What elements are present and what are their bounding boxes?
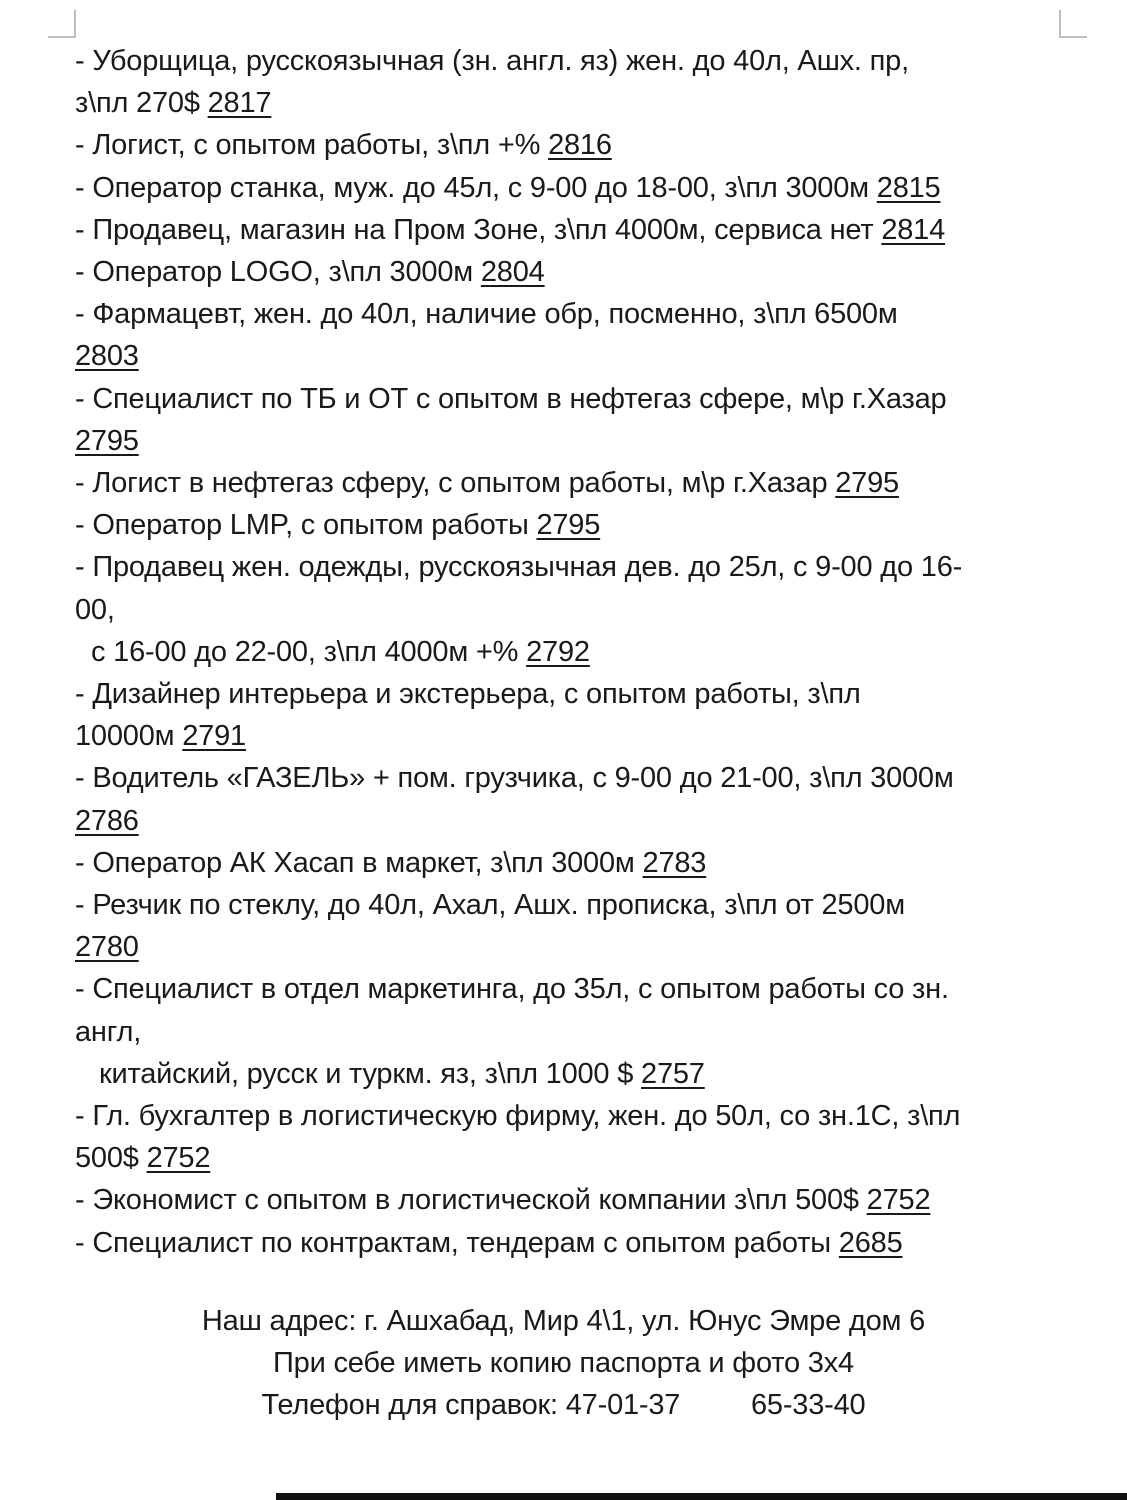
job-listing [75,462,1065,504]
listing-line [75,673,1065,715]
listing-line [75,842,1065,884]
listing-text: 10000м [75,720,183,753]
listing-text: 00, [75,593,115,626]
job-listings [75,40,1065,1264]
listing-line [75,884,1065,926]
listing-text: - Логист в нефтегаз сферу, с опытом работы, м\р г.Хазар [75,467,836,500]
listing-line [75,1179,1065,1221]
listing-reference-number: 2780 [75,931,139,964]
phone-second: 65-33-40 [750,1389,866,1421]
listing-reference-number: 2816 [548,129,612,162]
listing-line [75,82,1065,124]
listing-line [75,420,1065,462]
job-listing [75,251,1065,293]
listing-line [75,1053,1065,1095]
job-listing [75,884,1065,968]
job-listing [75,504,1065,546]
listing-reference-number: 2795 [536,509,601,542]
listing-line [75,589,1065,631]
listing-reference-number: 2817 [207,87,272,120]
listing-line [75,800,1065,842]
job-listing [75,293,1065,377]
listing-text: - Специалист в отдел маркетинга, до 35л, с опытом работы со зн. [75,973,949,1006]
listing-reference-number: 2804 [480,256,545,289]
listing-line [75,1222,1065,1264]
listing-text: - Гл. бухгалтер в логистическую фирму, жен. до 50л, со зн.1С, з\пл [75,1100,961,1133]
listing-text: - Резчик по стеклу, до 40л, Ахал, Ашх. прописка, з\пл от 2500м [75,889,905,922]
page-corner-mark-right [1059,10,1087,38]
listing-text: - Логист, с опытом работы, з\пл +% [75,129,549,162]
listing-text: - Оператор станка, муж. до 45л, с 9-00 до 18-00, з\пл 3000м [75,171,877,204]
listing-line [75,462,1065,504]
listing-line [75,504,1065,546]
listing-text: - Продавец, магазин на Пром Зоне, з\пл 4000м, сервиса нет [75,213,882,246]
job-listing [75,1222,1065,1264]
listing-line [75,631,1065,673]
job-listing [75,968,1065,1095]
listing-text: - Оператор LOGO, з\пл 3000м [75,256,481,289]
listing-line [75,293,1065,335]
address-line: Наш адрес: г. Ашхабад, Мир 4\1, ул. Юнус Эмре дом 6 [201,1305,926,1337]
listing-text: - Оператор АК Хасап в маркет, з\пл 3000м [75,846,643,879]
listing-reference-number: 2803 [75,340,139,373]
listing-line [75,335,1065,377]
listing-reference-number: 2795 [75,424,139,457]
listing-text: - Дизайнер интерьера и экстерьера, с опытом работы, з\пл [75,678,861,711]
job-listing [75,1179,1065,1221]
listing-line [75,251,1065,293]
listing-line [75,926,1065,968]
listing-text: - Специалист по ТБ и ОТ с опытом в нефтегаз сфере, м\р г.Хазар [75,382,947,415]
job-listing [75,167,1065,209]
listing-text: - Специалист по контрактам, тендерам с опытом работы [75,1226,839,1259]
job-listing [75,842,1065,884]
listing-line [75,1137,1065,1179]
listing-line [75,1095,1065,1137]
listing-line [75,968,1065,1010]
listing-reference-number: 2752 [146,1142,211,1175]
listing-text: - Продавец жен. одежды, русскоязычная дев. до 25л, с 9-00 до 16- [75,551,963,584]
listing-line [75,209,1065,251]
listing-reference-number: 2791 [182,720,246,753]
job-listing [75,757,1065,841]
listing-text: - Уборщица, русскоязычная (зн. англ. яз) жен. до 40л, Ашх. пр, [75,45,909,77]
phone-label: Телефон для справок: 47-01-37 [261,1389,681,1421]
job-listing [75,378,1065,462]
listing-reference-number: 2685 [838,1226,903,1259]
job-listing [75,124,1065,166]
page-corner-mark-left [48,10,76,38]
listing-line [75,124,1065,166]
listing-line [75,40,1065,82]
listing-reference-number: 2795 [835,467,899,500]
phone-separator [680,1389,751,1421]
listing-reference-number: 2786 [75,804,139,837]
job-listing [75,40,1065,124]
listing-reference-number: 2783 [642,846,707,879]
listing-text: - Водитель «ГАЗЕЛЬ» + пом. грузчика, с 9-00 до 21-00, з\пл 3000м [75,762,954,795]
listing-line [75,1011,1065,1053]
contact-footer [0,1300,1127,1426]
listing-text: англ, [75,1015,142,1048]
job-listing [75,209,1065,251]
listing-text: 500$ [75,1142,147,1175]
bottom-rule [276,1493,1127,1500]
documents-line: При себе иметь копию паспорта и фото 3х4 [273,1347,854,1379]
listing-text: - Фармацевт, жен. до 40л, наличие обр, посменно, з\пл 6500м [75,298,898,331]
listing-text: з\пл 270$ [75,87,208,120]
phones-line [0,1384,1127,1426]
listing-line [75,546,1065,588]
job-listing [75,546,1065,673]
listing-reference-number: 2814 [881,213,946,246]
listing-text: - Экономист с опытом в логистической компании з\пл 500$ [75,1184,867,1217]
listing-text: с 16-00 до 22-00, з\пл 4000м +% [91,635,527,668]
listing-reference-number: 2752 [866,1184,931,1217]
listing-line [75,715,1065,757]
listing-reference-number: 2757 [641,1057,705,1090]
listing-text: - Оператор LMP, с опытом работы [75,509,537,542]
job-listing [75,1095,1065,1179]
listing-reference-number: 2815 [876,171,941,204]
listing-line [75,378,1065,420]
listing-reference-number: 2792 [526,635,590,668]
listing-line [75,167,1065,209]
listing-line [75,757,1065,799]
job-listing [75,673,1065,757]
listing-text: китайский, русск и туркм. яз, з\пл 1000 $ [99,1057,642,1090]
